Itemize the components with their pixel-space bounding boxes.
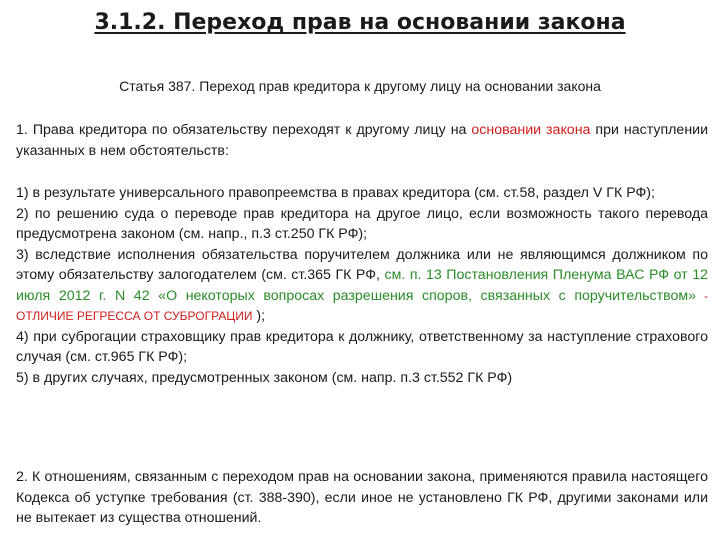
paragraph-1-text-before: 1. Права кредитора по обязательству переходят к другому лицу на	[16, 122, 472, 138]
paragraph-2: 2. К отношениям, связанным с переходом прав на основании закона, применяются правила настоящего Кодекса об уступке требования (ст. 388-390), если иное не установлено ГК РФ, другими законами или не вытекает из существа отношений.	[16, 469, 708, 526]
paragraph-1	[16, 120, 708, 161]
list-item-3-end: );	[252, 308, 266, 324]
list-item-5: 5) в других случаях, предусмотренных законом (см. напр. п.3 ст.552 ГК РФ)	[16, 369, 513, 386]
list-item-3	[16, 245, 708, 327]
list-item-2: 2) по решению суда о переводе прав кредитора на другое лицо, если возможность такого перевода предусмотрена законом (см. напр., п.3 ст.250 ГК РФ);	[16, 205, 708, 242]
paragraph-1-highlight: основании закона	[471, 122, 591, 138]
list-item-3-note: - ОТЛИЧИЕ РЕГРЕССА ОТ СУБРОГРАЦИИ	[16, 288, 708, 323]
article-heading: Статья 387. Переход прав кредитора к другому лицу на основании закона	[119, 78, 601, 94]
page-title: 3.1.2. Переход прав на основании закона	[94, 10, 626, 35]
list-item-3-reference: см. п. 13 Постановления Пленума ВАС РФ от 12 июля 2012 г. N 42 «О некоторых вопросах разрешения споров, связанных с поручительством»	[16, 267, 708, 304]
list-item-3-text: 3) вследствие исполнения обязательства поручителем должника или не являющимся должником по этому обязательству залогодателем (см. ст.365 ГК РФ,	[16, 246, 708, 283]
list-item-1: 1) в результате универсального правопреемства в правах кредитора (см. ст.58, раздел V ГК РФ);	[16, 185, 655, 201]
grounds-list	[16, 183, 708, 388]
list-item-4: 4) при суброгации страховщику прав кредитора к должнику, ответственному за наступление страхового случая (см. ст.965 ГК РФ);	[16, 328, 708, 365]
paragraph-1-text-after: при наступлении указанных в нем обстоятельств:	[16, 122, 709, 159]
